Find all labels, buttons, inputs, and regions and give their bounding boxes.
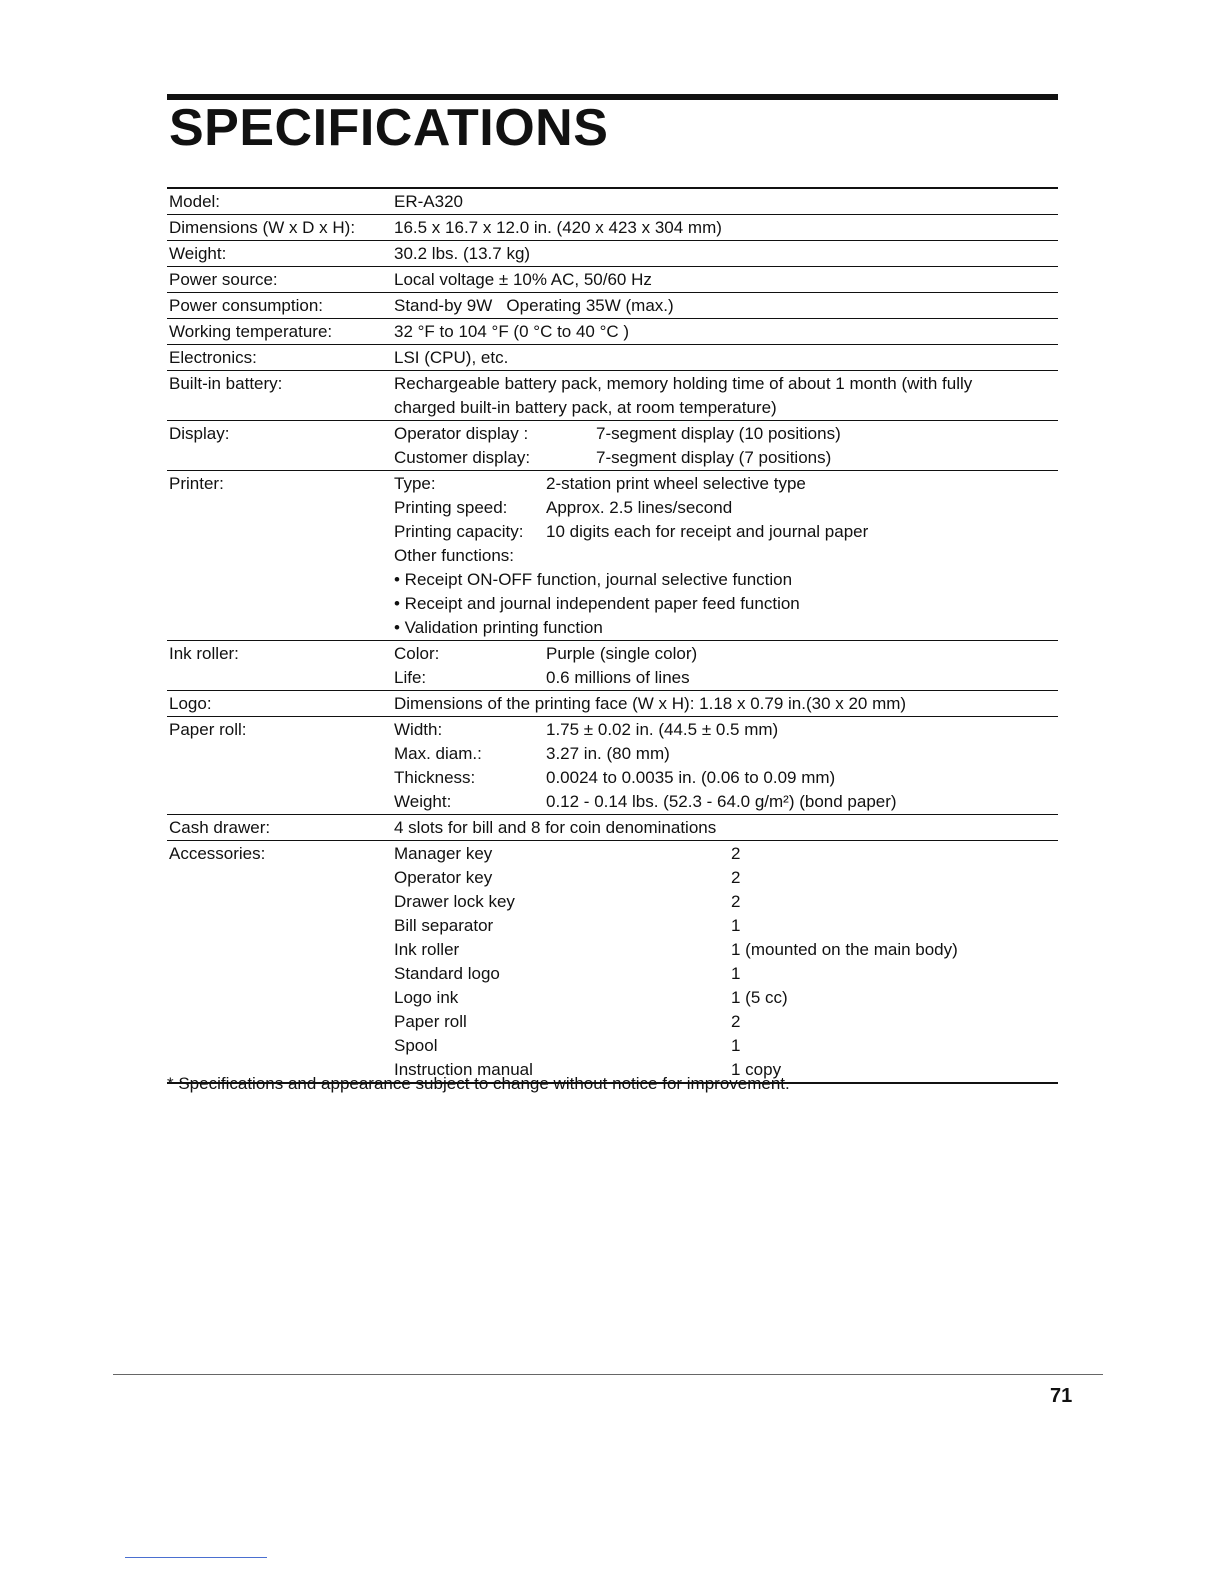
spec-label: Dimensions (W x D x H): [169, 218, 356, 237]
paper-diam-value: 3.27 in. (80 mm) [546, 744, 670, 763]
accessory-name: Operator key [394, 868, 493, 887]
accessory-qty: 2 [731, 1012, 741, 1031]
accessory-qty: 1 (mounted on the main body) [731, 940, 958, 959]
spec-value [394, 642, 1058, 690]
spec-row-paper-roll [167, 716, 1058, 814]
display-customer [394, 446, 1058, 470]
accessory-name: Instruction manual [394, 1060, 533, 1079]
accessory-qty: 2 [731, 868, 741, 887]
spec-row-printer [167, 470, 1058, 640]
spec-row-display [167, 420, 1058, 470]
spec-value: Dimensions of the printing face (W x H): 1.18 x 0.79 in.(30 x 20 mm) [394, 694, 907, 713]
spec-label: Power source: [169, 270, 278, 289]
accessory-name: Ink roller [394, 940, 460, 959]
accessory-qty: 2 [731, 892, 741, 911]
ink-life [394, 666, 1058, 690]
spec-row-model [167, 187, 1058, 214]
page-number: 71 [1050, 1385, 1073, 1407]
spec-label: Logo: [169, 694, 212, 713]
list-item [394, 842, 1058, 866]
spec-row-battery [167, 370, 1058, 420]
printer-speed-key: Printing speed: [394, 498, 508, 517]
list-item [394, 914, 1058, 938]
spec-value: Stand-by 9W Operating 35W (max.) [394, 296, 674, 315]
printer-capacity-key: Printing capacity: [394, 522, 524, 541]
printer-function-1: • Receipt ON-OFF function, journal selective function [394, 570, 793, 589]
spec-row-power-consumption [167, 292, 1058, 318]
printer-other-functions: Other functions: [394, 546, 515, 565]
spec-label: Paper roll: [169, 720, 247, 739]
accessory-name: Paper roll [394, 1012, 467, 1031]
paper-width-value: 1.75 ± 0.02 in. (44.5 ± 0.5 mm) [546, 720, 779, 739]
battery-line-2: charged built-in battery pack, at room temperature) [394, 398, 777, 417]
accessory-name: Drawer lock key [394, 892, 515, 911]
paper-thickness-key: Thickness: [394, 768, 476, 787]
spec-label: Model: [169, 192, 221, 211]
accessories-list [394, 842, 1058, 1082]
accessory-name: Logo ink [394, 988, 459, 1007]
spec-label: Accessories: [169, 844, 266, 863]
ink-life-value: 0.6 millions of lines [546, 668, 690, 687]
display-operator-value: 7-segment display (10 positions) [596, 424, 841, 443]
spec-label: Printer: [169, 474, 224, 493]
printer-speed-value: Approx. 2.5 lines/second [546, 498, 733, 517]
spec-row-weight [167, 240, 1058, 266]
spec-value [394, 372, 1058, 420]
accessory-qty: 1 [731, 964, 741, 983]
accessory-qty: 1 [731, 1036, 741, 1055]
spec-value: 4 slots for bill and 8 for coin denominations [394, 818, 717, 837]
list-item [394, 1010, 1058, 1034]
spec-value: Local voltage ± 10% AC, 50/60 Hz [394, 270, 652, 289]
spec-row-ink-roller [167, 640, 1058, 690]
footnote: * Specifications and appearance subject to change without notice for improvement. [167, 1074, 790, 1093]
scan-underline-mark [125, 1557, 267, 1558]
spec-row-cash-drawer [167, 814, 1058, 840]
spec-table [167, 187, 1058, 1084]
spec-value: 16.5 x 16.7 x 12.0 in. (420 x 423 x 304 mm) [394, 218, 722, 237]
list-item [394, 986, 1058, 1010]
paper-thickness [394, 766, 1058, 790]
spec-row-accessories [167, 840, 1058, 1082]
ink-color-value: Purple (single color) [546, 644, 698, 663]
paper-weight-value: 0.12 - 0.14 lbs. (52.3 - 64.0 g/m²) (bond paper) [546, 792, 897, 811]
list-item [394, 1034, 1058, 1058]
printer-type [394, 472, 1058, 496]
printer-function-2: • Receipt and journal independent paper feed function [394, 594, 800, 613]
paper-diam-key: Max. diam.: [394, 744, 482, 763]
paper-weight [394, 790, 1058, 814]
list-item [394, 938, 1058, 962]
spec-row-logo [167, 690, 1058, 716]
paper-width [394, 718, 1058, 742]
spec-value: LSI (CPU), etc. [394, 348, 509, 367]
ink-color-key: Color: [394, 644, 440, 663]
spec-row-electronics [167, 344, 1058, 370]
footer-divider [113, 1374, 1103, 1375]
spec-value: 30.2 lbs. (13.7 kg) [394, 244, 531, 263]
spec-row-dimensions [167, 214, 1058, 240]
spec-row-working-temperature [167, 318, 1058, 344]
list-item [394, 962, 1058, 986]
page-title: SPECIFICATIONS [169, 99, 609, 157]
spec-label: Built-in battery: [169, 374, 283, 393]
spec-label: Display: [169, 424, 230, 443]
list-item [394, 866, 1058, 890]
paper-thickness-value: 0.0024 to 0.0035 in. (0.06 to 0.09 mm) [546, 768, 836, 787]
display-operator [394, 422, 1058, 446]
accessory-qty: 2 [731, 844, 741, 863]
paper-weight-key: Weight: [394, 792, 452, 811]
spec-label: Weight: [169, 244, 227, 263]
accessory-name: Standard logo [394, 964, 500, 983]
spec-label: Ink roller: [169, 644, 239, 663]
spec-label: Electronics: [169, 348, 257, 367]
printer-type-value: 2-station print wheel selective type [546, 474, 806, 493]
spec-value [394, 422, 1058, 470]
accessory-name: Manager key [394, 844, 493, 863]
display-customer-value: 7-segment display (7 positions) [596, 448, 832, 467]
spec-label: Power consumption: [169, 296, 324, 315]
accessory-qty: 1 [731, 916, 741, 935]
spec-value [394, 718, 1058, 814]
display-customer-key: Customer display: [394, 448, 531, 467]
list-item [394, 890, 1058, 914]
ink-color [394, 642, 1058, 666]
paper-width-key: Width: [394, 720, 443, 739]
paper-diam [394, 742, 1058, 766]
display-operator-key: Operator display : [394, 424, 529, 443]
printer-speed [394, 496, 1058, 520]
spec-row-power-source [167, 266, 1058, 292]
accessory-qty: 1 (5 cc) [731, 988, 788, 1007]
accessory-name: Spool [394, 1036, 438, 1055]
printer-capacity [394, 520, 1058, 544]
spec-value [394, 472, 1058, 640]
printer-capacity-value: 10 digits each for receipt and journal paper [546, 522, 869, 541]
printer-function-3: • Validation printing function [394, 618, 603, 637]
ink-life-key: Life: [394, 668, 427, 687]
battery-line-1: Rechargeable battery pack, memory holding time of about 1 month (with fully [394, 374, 973, 393]
accessory-name: Bill separator [394, 916, 494, 935]
printer-type-key: Type: [394, 474, 436, 493]
spec-label: Cash drawer: [169, 818, 271, 837]
accessory-qty: 1 copy [731, 1060, 782, 1079]
spec-value: ER-A320 [394, 192, 463, 211]
spec-value: 32 °F to 104 °F (0 °C to 40 °C ) [394, 322, 630, 341]
spec-label: Working temperature: [169, 322, 333, 341]
